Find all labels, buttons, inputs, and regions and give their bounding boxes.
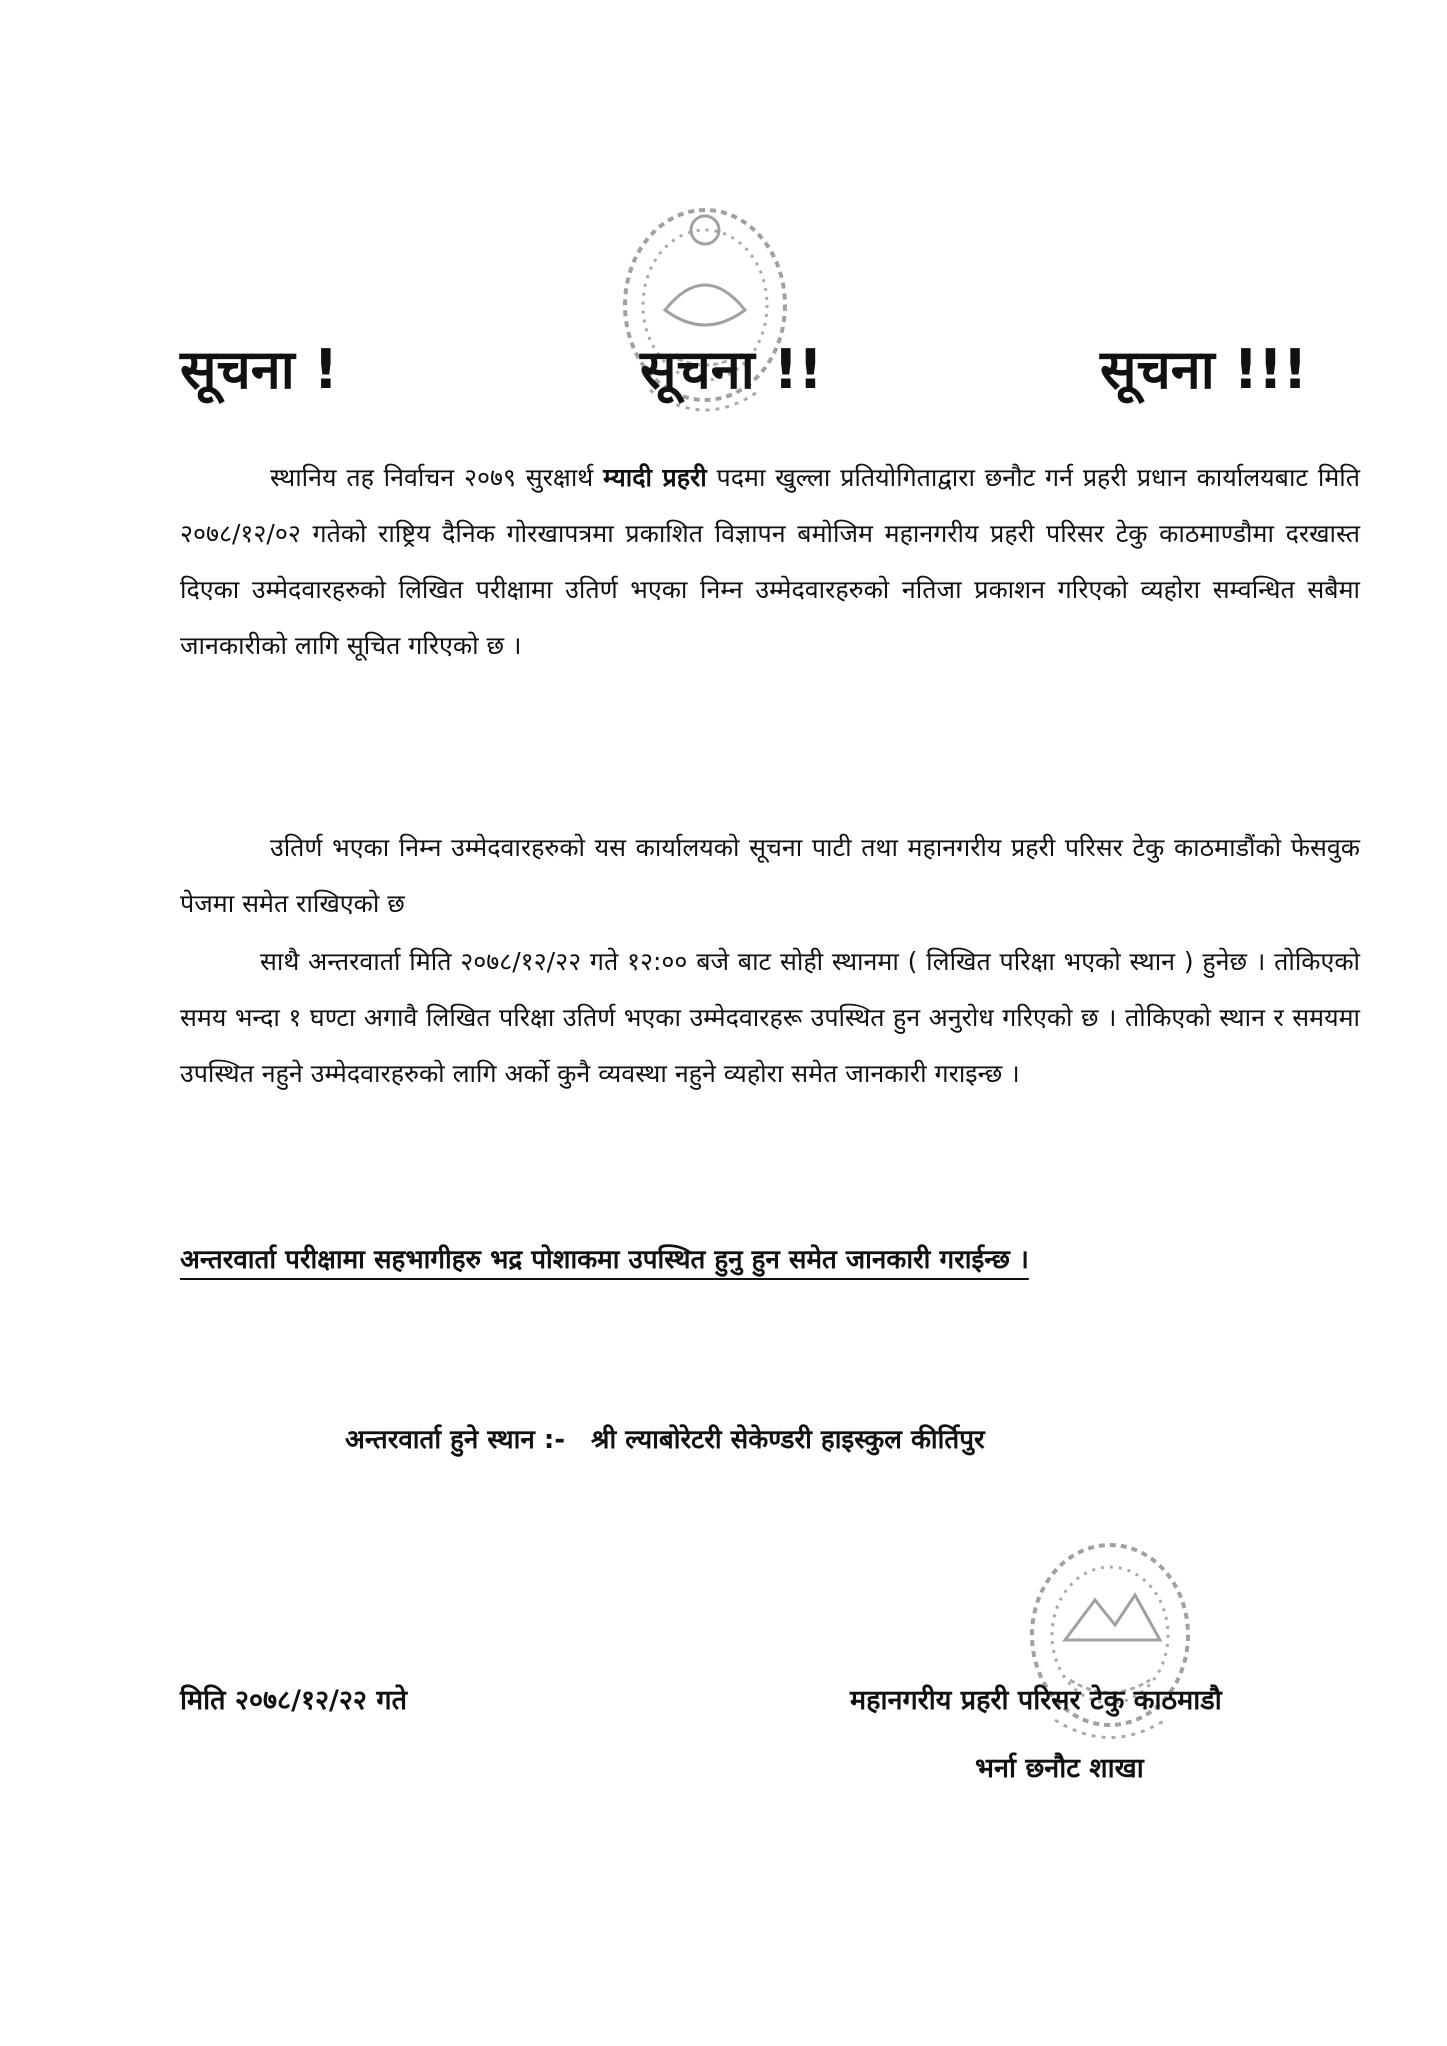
venue-value: श्री ल्याबोरेटरी सेकेण्डरी हाइस्कुल कीर्तिपुर	[591, 1425, 985, 1455]
headline-word-1: सूचना !	[180, 338, 339, 401]
dress-code-notice: अन्तरवार्ता परीक्षामा सहभागीहरु भद्र पोशाकमा उपस्थित हुनु हुन समेत जानकारी गराईन्छ ।	[180, 1245, 1029, 1275]
interview-venue	[345, 1420, 985, 1456]
paragraph-announcement	[180, 450, 1360, 674]
paragraph-1-bold-term: म्यादी प्रहरी	[603, 463, 707, 492]
headline-row	[0, 330, 1447, 420]
paragraph-1-part-1: स्थानिय तह निर्वाचन २०७९ सुरक्षार्थ	[270, 463, 604, 492]
paragraph-interview: साथै अन्तरवार्ता मिति २०७८/१२/२२ गते १२:०० बजे बाट सोही स्थानमा ( लिखित परिक्षा भएको स्थान ) हुनेछ । तोकिएको समय भन्दा १ घण्टा अगावै लिखित परिक्षा उतिर्ण भएका उम्मेदवारहरू उपस्थित हुन अनुरोध गरिएको छ । तोकिएको स्थान र समयमा उपस्थित नहुने उम्मेदवारहरुको लागि अर्को कुनै व्यवस्था नहुने व्यहोरा समेत जानकारी गराइन्छ ।	[180, 947, 1360, 1088]
venue-label: अन्तरवार्ता हुने स्थान :-	[345, 1425, 566, 1455]
paragraph-1-part-2: पदमा खुल्ला प्रतियोगिताद्वारा छनौट गर्न प्रहरी प्रधान कार्यालयबाट मिति २०७८/१२/०२ गतेको राष्ट्रिय दैनिक गोरखापत्रमा प्रकाशित विज्ञापन बमोजिम महानगरीय प्रहरी परिसर टेकु काठमाण्डौमा दरखास्त दिएका उम्मेदवारहरुको लिखित परीक्षामा उतिर्ण भएका निम्न उम्मेदवारहरुको नतिजा प्रकाशन गरिएको व्यहोरा सम्वन्धित सबैमा जानकारीको लागि सूचित गरिएको छ ।	[180, 463, 1360, 660]
paragraph-publication: उतिर्ण भएका निम्न उम्मेदवारहरुको यस कार्यालयको सूचना पाटी तथा महानगरीय प्रहरी परिसर टेकु काठमाडौंको फेसवुक पेजमा समेत राखिएको छ	[180, 833, 1360, 918]
office-name: महानगरीय प्रहरी परिसर टेकु काठमाडौ	[850, 1685, 1222, 1716]
notice-date: मिति २०७८/१२/२२ गते	[180, 1685, 407, 1716]
police-seal-bottom	[1020, 1530, 1200, 1760]
headline-word-3: सूचना !!!	[1100, 338, 1308, 401]
headline-word-2: सूचना !!	[640, 338, 823, 401]
branch-name: भर्ना छनौट शाखा	[975, 1753, 1144, 1784]
